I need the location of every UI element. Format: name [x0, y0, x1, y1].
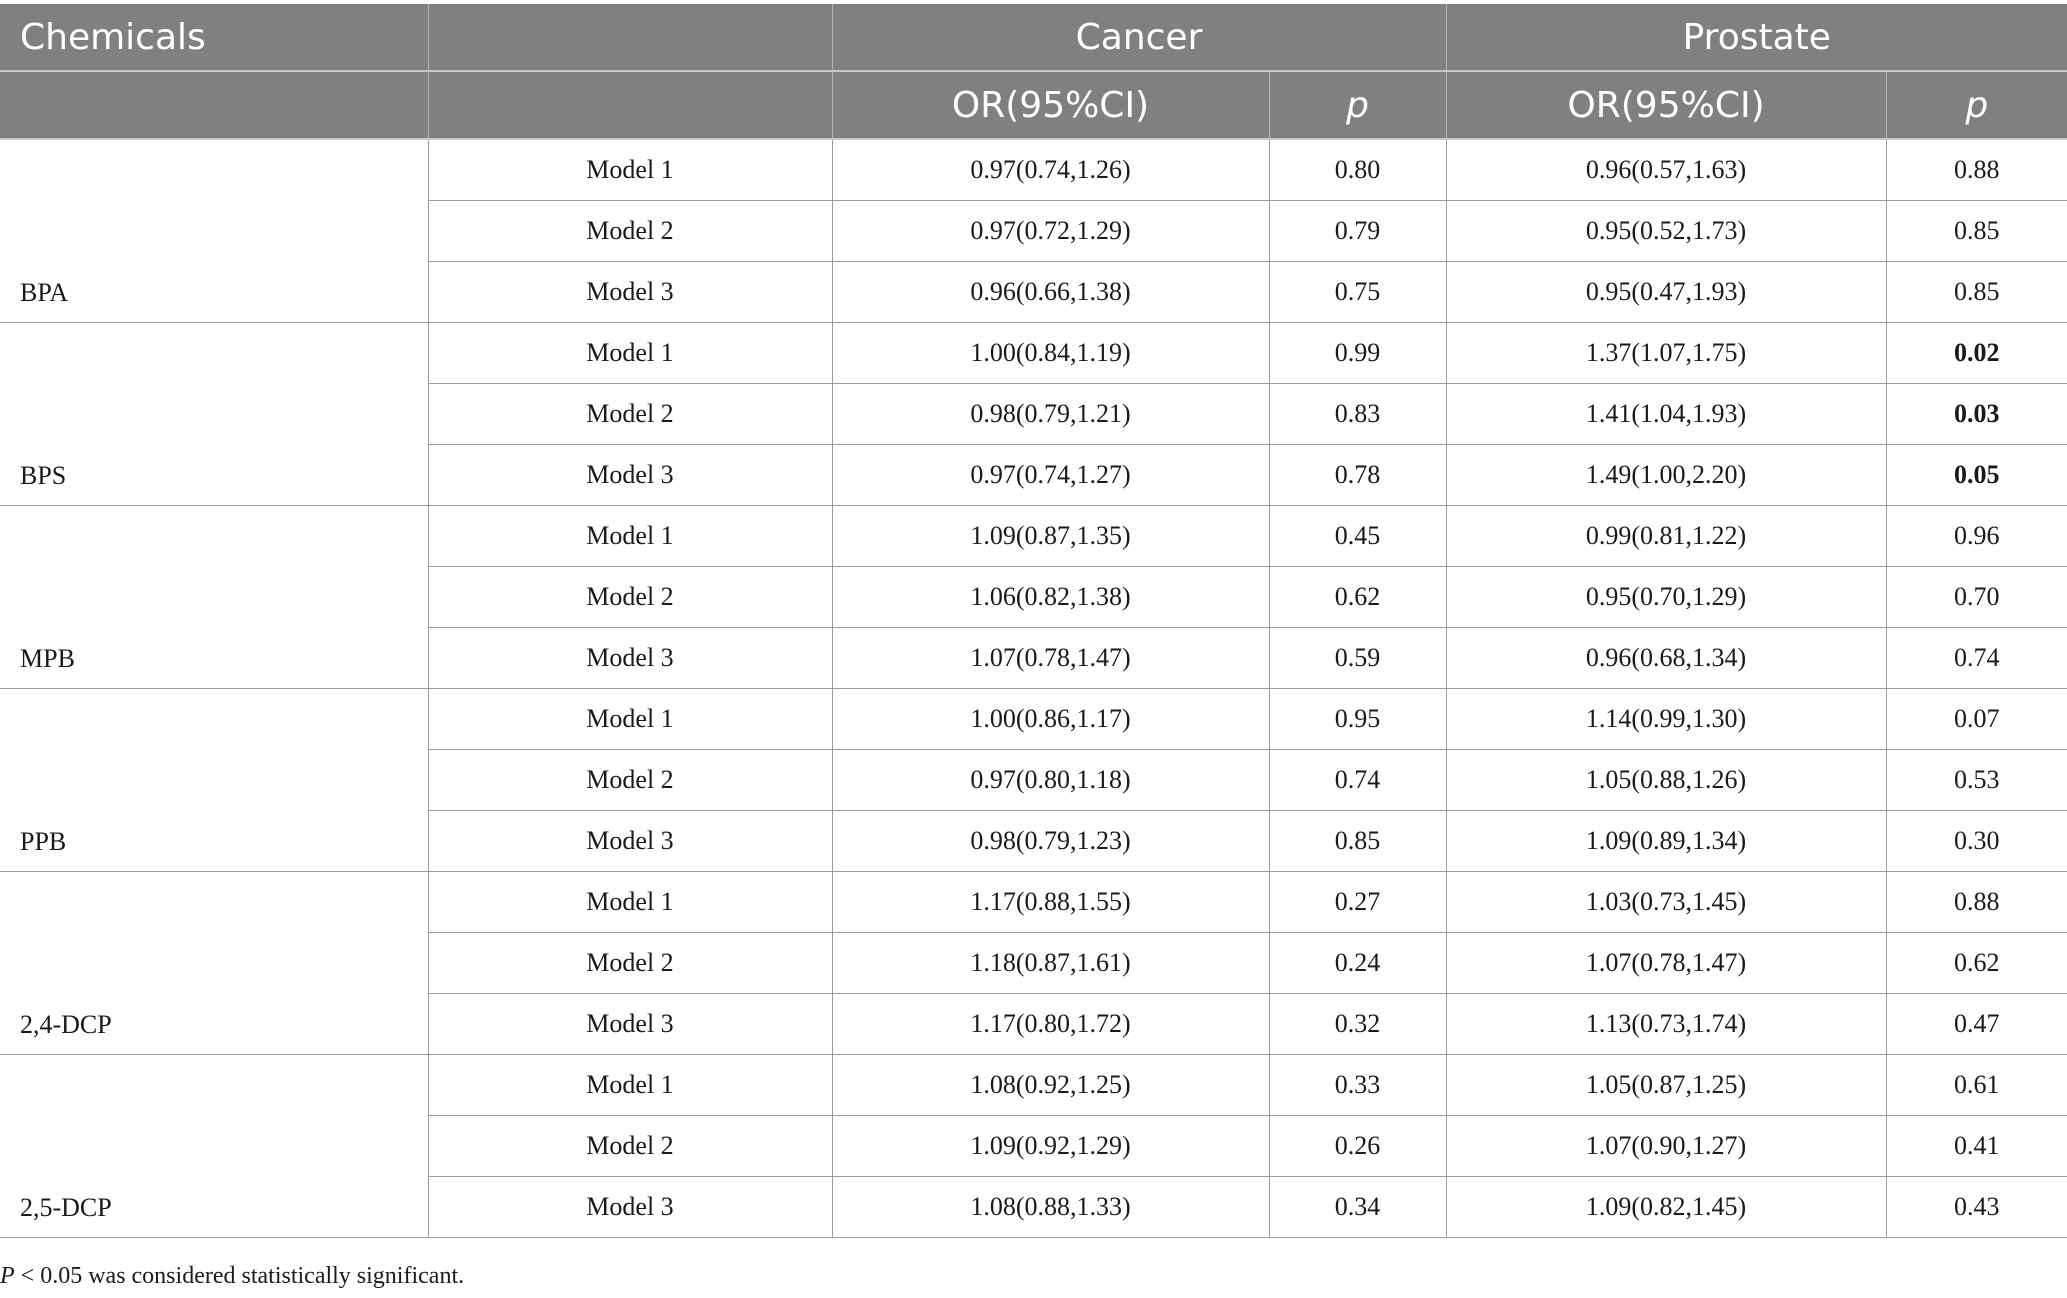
prostate-p-value-cell: 0.07: [1886, 689, 2067, 750]
prostate-p-value-cell: 0.61: [1886, 1055, 2067, 1116]
model-label: Model 3: [428, 262, 832, 323]
prostate-or-ci-cell: 1.41(1.04,1.93): [1446, 384, 1886, 445]
cancer-p-value-cell: 0.85: [1269, 811, 1446, 872]
prostate-or-ci-cell: 1.07(0.90,1.27): [1446, 1116, 1886, 1177]
model-label: Model 3: [428, 628, 832, 689]
prostate-or-ci-cell: 1.09(0.89,1.34): [1446, 811, 1886, 872]
prostate-p-value-cell: 0.05: [1886, 445, 2067, 506]
cancer-p-value-cell: 0.26: [1269, 1116, 1446, 1177]
model-label: Model 2: [428, 384, 832, 445]
prostate-p-value-cell: 0.41: [1886, 1116, 2067, 1177]
prostate-p-value-cell: 0.53: [1886, 750, 2067, 811]
cancer-or-ci-cell: 0.97(0.74,1.27): [832, 445, 1269, 506]
cancer-or-ci-cell: 0.97(0.80,1.18): [832, 750, 1269, 811]
model-label: Model 3: [428, 445, 832, 506]
model-label: Model 3: [428, 1177, 832, 1238]
cancer-or-ci-cell: 1.09(0.92,1.29): [832, 1116, 1269, 1177]
chemical-name: 2,4-DCP: [0, 872, 428, 1055]
cancer-or-ci-cell: 0.98(0.79,1.23): [832, 811, 1269, 872]
prostate-p-value-cell: 0.88: [1886, 872, 2067, 933]
cancer-or-ci-cell: 0.98(0.79,1.21): [832, 384, 1269, 445]
model-label: Model 2: [428, 933, 832, 994]
model-label: Model 1: [428, 872, 832, 933]
chemical-name: MPB: [0, 506, 428, 689]
cancer-p-value-cell: 0.24: [1269, 933, 1446, 994]
cancer-p-value-cell: 0.83: [1269, 384, 1446, 445]
header-prostate: Prostate: [1446, 4, 2067, 71]
table-row: [0, 506, 2067, 567]
model-label: Model 3: [428, 811, 832, 872]
prostate-p-value-cell: 0.70: [1886, 567, 2067, 628]
model-label: Model 2: [428, 567, 832, 628]
prostate-or-ci-cell: 1.03(0.73,1.45): [1446, 872, 1886, 933]
prostate-p-value-cell: 0.30: [1886, 811, 2067, 872]
table-body: [0, 139, 2067, 1238]
footnote-p-symbol: P: [0, 1263, 15, 1289]
cancer-or-ci-cell: 1.18(0.87,1.61): [832, 933, 1269, 994]
chemical-name: PPB: [0, 689, 428, 872]
prostate-or-ci-cell: 0.95(0.70,1.29): [1446, 567, 1886, 628]
prostate-or-ci-cell: 0.95(0.52,1.73): [1446, 201, 1886, 262]
prostate-or-ci-cell: 1.05(0.87,1.25): [1446, 1055, 1886, 1116]
prostate-p-value-cell: 0.74: [1886, 628, 2067, 689]
results-table: [0, 4, 2067, 1238]
model-label: Model 2: [428, 201, 832, 262]
prostate-or-ci-cell: 0.99(0.81,1.22): [1446, 506, 1886, 567]
cancer-or-ci-cell: 1.17(0.88,1.55): [832, 872, 1269, 933]
prostate-or-ci-cell: 0.95(0.47,1.93): [1446, 262, 1886, 323]
model-label: Model 1: [428, 323, 832, 384]
model-label: Model 2: [428, 750, 832, 811]
chemical-name: BPA: [0, 139, 428, 323]
header-prostate-or-ci: OR(95%CI): [1446, 71, 1886, 139]
prostate-p-value-cell: 0.43: [1886, 1177, 2067, 1238]
cancer-or-ci-cell: 0.96(0.66,1.38): [832, 262, 1269, 323]
model-label: Model 1: [428, 689, 832, 750]
header-cancer: Cancer: [832, 4, 1446, 71]
prostate-p-value-cell: 0.03: [1886, 384, 2067, 445]
cancer-or-ci-cell: 1.00(0.86,1.17): [832, 689, 1269, 750]
chemical-name: 2,5-DCP: [0, 1055, 428, 1238]
cancer-p-value-cell: 0.80: [1269, 139, 1446, 201]
table-row: [0, 139, 2067, 201]
cancer-p-value-cell: 0.34: [1269, 1177, 1446, 1238]
table-row: [0, 323, 2067, 384]
cancer-p-value-cell: 0.79: [1269, 201, 1446, 262]
cancer-p-value-cell: 0.45: [1269, 506, 1446, 567]
table-row: [0, 872, 2067, 933]
prostate-or-ci-cell: 1.13(0.73,1.74): [1446, 994, 1886, 1055]
cancer-or-ci-cell: 1.09(0.87,1.35): [832, 506, 1269, 567]
cancer-or-ci-cell: 0.97(0.74,1.26): [832, 139, 1269, 201]
header-chemicals: Chemicals: [0, 4, 428, 71]
cancer-p-value-cell: 0.95: [1269, 689, 1446, 750]
footnote: [0, 1263, 464, 1290]
cancer-or-ci-cell: 1.17(0.80,1.72): [832, 994, 1269, 1055]
header-cancer-or-ci: OR(95%CI): [832, 71, 1269, 139]
chemical-name: BPS: [0, 323, 428, 506]
model-label: Model 1: [428, 506, 832, 567]
model-label: Model 3: [428, 994, 832, 1055]
prostate-or-ci-cell: 1.05(0.88,1.26): [1446, 750, 1886, 811]
header-row-groups: [0, 4, 2067, 71]
cancer-p-value-cell: 0.33: [1269, 1055, 1446, 1116]
prostate-or-ci-cell: 1.14(0.99,1.30): [1446, 689, 1886, 750]
cancer-or-ci-cell: 1.07(0.78,1.47): [832, 628, 1269, 689]
header-cancer-p: p: [1269, 71, 1446, 139]
cancer-or-ci-cell: 1.06(0.82,1.38): [832, 567, 1269, 628]
table-header: [0, 4, 2067, 139]
cancer-p-value-cell: 0.32: [1269, 994, 1446, 1055]
prostate-or-ci-cell: 1.49(1.00,2.20): [1446, 445, 1886, 506]
prostate-p-value-cell: 0.47: [1886, 994, 2067, 1055]
prostate-p-value-cell: 0.85: [1886, 262, 2067, 323]
model-label: Model 2: [428, 1116, 832, 1177]
prostate-p-value-cell: 0.96: [1886, 506, 2067, 567]
model-label: Model 1: [428, 1055, 832, 1116]
prostate-or-ci-cell: 0.96(0.68,1.34): [1446, 628, 1886, 689]
header-model-column: [428, 4, 832, 71]
footnote-text: < 0.05 was considered statistically significant.: [14, 1263, 465, 1289]
prostate-or-ci-cell: 0.96(0.57,1.63): [1446, 139, 1886, 201]
cancer-p-value-cell: 0.27: [1269, 872, 1446, 933]
prostate-p-value-cell: 0.02: [1886, 323, 2067, 384]
header-row-metrics: [0, 71, 2067, 139]
prostate-p-value-cell: 0.85: [1886, 201, 2067, 262]
model-label: Model 1: [428, 139, 832, 201]
table-row: [0, 1055, 2067, 1116]
cancer-or-ci-cell: 1.00(0.84,1.19): [832, 323, 1269, 384]
cancer-p-value-cell: 0.59: [1269, 628, 1446, 689]
cancer-p-value-cell: 0.75: [1269, 262, 1446, 323]
header-prostate-p: p: [1886, 71, 2067, 139]
prostate-or-ci-cell: 1.07(0.78,1.47): [1446, 933, 1886, 994]
cancer-p-value-cell: 0.99: [1269, 323, 1446, 384]
prostate-p-value-cell: 0.62: [1886, 933, 2067, 994]
cancer-or-ci-cell: 1.08(0.92,1.25): [832, 1055, 1269, 1116]
cancer-p-value-cell: 0.78: [1269, 445, 1446, 506]
prostate-or-ci-cell: 1.37(1.07,1.75): [1446, 323, 1886, 384]
cancer-p-value-cell: 0.74: [1269, 750, 1446, 811]
header-empty-model: [428, 71, 832, 139]
prostate-p-value-cell: 0.88: [1886, 139, 2067, 201]
cancer-p-value-cell: 0.62: [1269, 567, 1446, 628]
cancer-or-ci-cell: 1.08(0.88,1.33): [832, 1177, 1269, 1238]
table-row: [0, 689, 2067, 750]
header-empty-chemicals: [0, 71, 428, 139]
cancer-or-ci-cell: 0.97(0.72,1.29): [832, 201, 1269, 262]
prostate-or-ci-cell: 1.09(0.82,1.45): [1446, 1177, 1886, 1238]
